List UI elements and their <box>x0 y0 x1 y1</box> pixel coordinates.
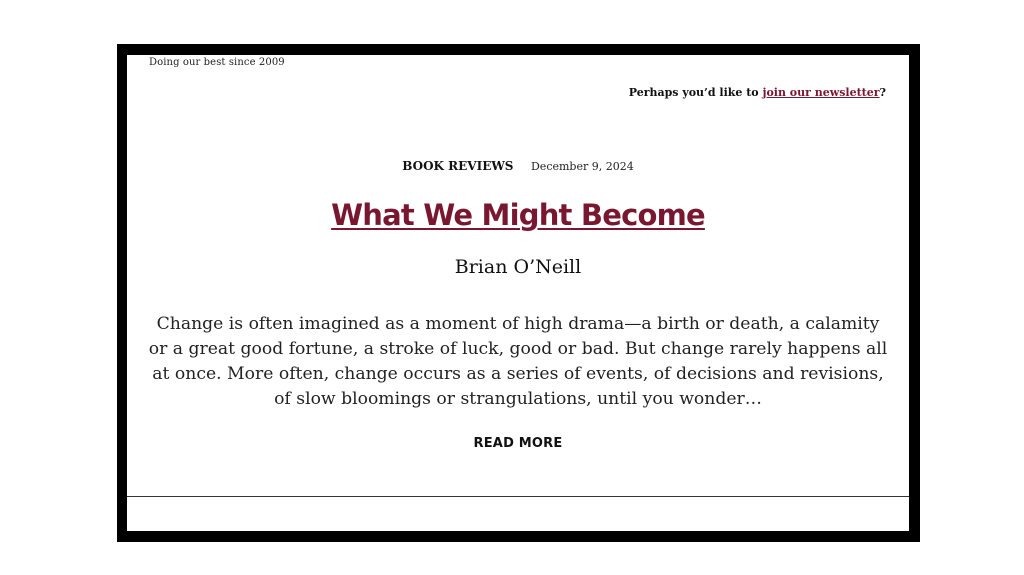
newsletter-prefix: Perhaps you’d like to <box>628 86 763 99</box>
article-author: Brian O’Neill <box>454 256 582 278</box>
newsletter-link[interactable]: join our newsletter <box>762 86 880 99</box>
site-tagline: Doing our best since 2009 <box>149 57 285 68</box>
article-title[interactable]: What We Might Become <box>331 198 705 232</box>
newsletter-suffix: ? <box>879 86 886 99</box>
page-frame <box>117 44 920 542</box>
newsletter-prompt <box>629 86 886 99</box>
article-excerpt: Change is often imagined as a moment of high drama—a birth or death, a calamity or a great good fortune, a stroke of luck, good or bad. But change rarely happens all at once. More often, change occurs as a series of events, of decisions and revisions, of slow bloomings or strangulations, until you wonder… <box>148 314 888 409</box>
article-meta <box>127 159 909 173</box>
category-link[interactable]: BOOK REVIEWS <box>402 159 514 173</box>
section-divider <box>127 496 909 497</box>
article-date: December 9, 2024 <box>530 160 634 173</box>
read-more-link[interactable]: READ MORE <box>473 436 563 451</box>
